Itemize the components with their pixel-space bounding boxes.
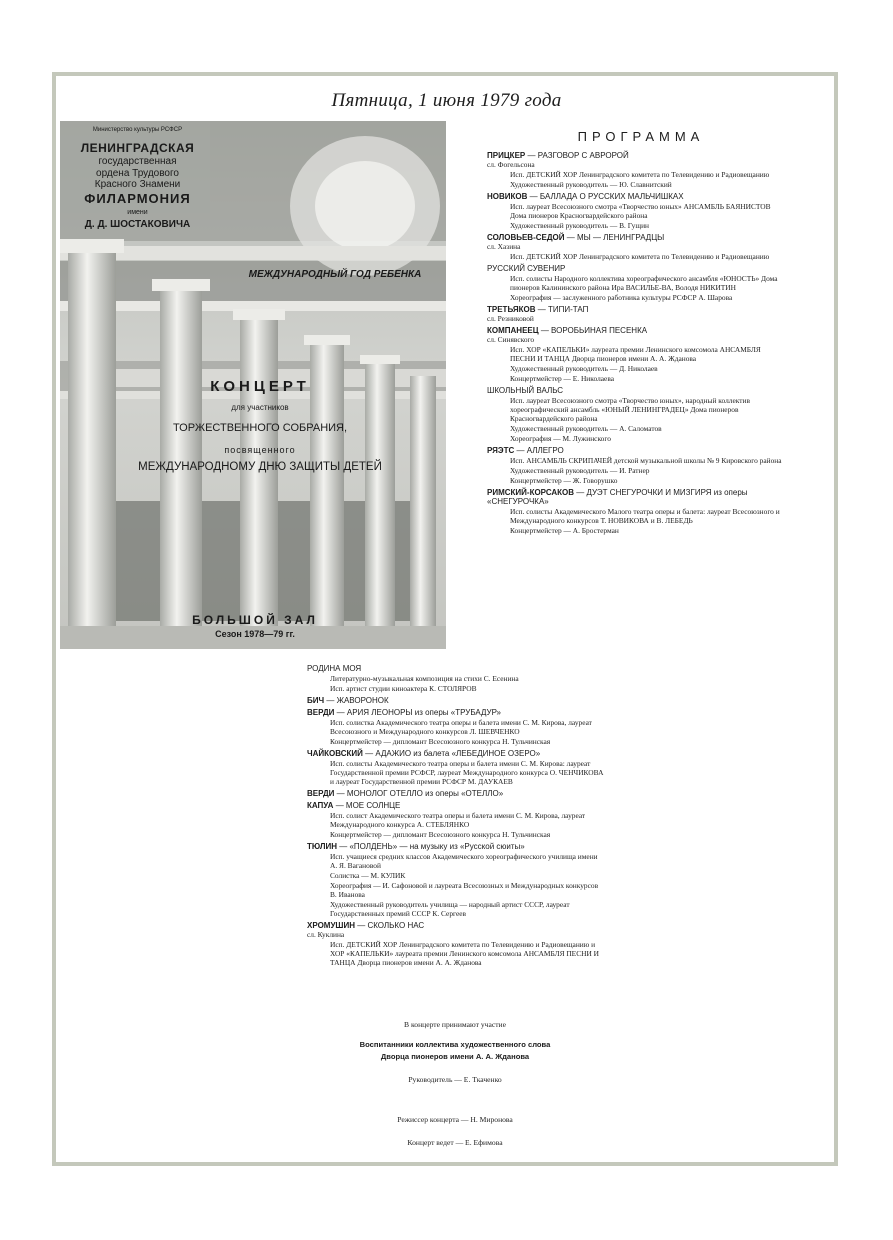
performer-line: Исп. АНСАМБЛЬ СКРИПАЧЕЙ детской музыкальной школы № 9 Кировского района <box>510 456 782 465</box>
performer-line: Художественный руководитель — Ю. Славнитский <box>510 180 672 189</box>
program-item <box>487 264 785 302</box>
poster-assembly: ТОРЖЕСТВЕННОГО СОБРАНИЯ, <box>172 422 348 434</box>
title-separator: — <box>334 789 347 798</box>
program-item-title <box>307 664 605 673</box>
poster-org-line1: ЛЕНИНГРАДСКАЯ <box>80 141 195 155</box>
title-separator: — <box>538 326 552 335</box>
program-item-title <box>487 192 785 201</box>
program-item <box>307 749 605 786</box>
composer-name: ВЕРДИ <box>307 789 335 798</box>
performer-line: Хореография — М. Лужинского <box>510 434 611 443</box>
program-item-title <box>307 921 605 930</box>
program-item-title <box>487 326 785 335</box>
title-separator: — <box>362 749 376 758</box>
program-item <box>307 789 605 798</box>
program-item-title <box>487 264 785 273</box>
performer-line: Исп. ДЕТСКИЙ ХОР Ленинградского комитета по Телевидению и Радиовещанию <box>510 252 770 261</box>
title-separator: — <box>527 192 540 201</box>
program-item-title <box>307 696 605 705</box>
work-title: «ПОЛДЕНЬ» — на музыку из «Русской сюиты» <box>349 842 525 851</box>
program-section <box>487 129 785 538</box>
poster-org-line4: Красного Знамени <box>94 179 181 190</box>
performer-line: Концертмейстер — А. Бростерман <box>510 526 619 535</box>
composer-name: РИМСКИЙ-КОРСАКОВ <box>487 488 575 497</box>
poster-org-line7: Д. Д. ШОСТАКОВИЧА <box>84 219 191 230</box>
work-title: РОДИНА МОЯ <box>307 664 362 673</box>
program-item-title <box>307 789 605 798</box>
work-title: АЛЛЕГРО <box>526 446 564 455</box>
title-separator: — <box>514 446 527 455</box>
program-item <box>307 696 605 705</box>
poster-concert-title: КОНЦЕРТ <box>210 378 310 395</box>
performer-line: Исп. лауреат Всесоюзного смотра «Творчество юных», народный коллектив хореографический ансамбль «ЮНЫЙ ЛЕНИНГРАДЕЦ» Дома пионеров Красногвардейского района <box>510 396 750 423</box>
program-item <box>307 842 605 918</box>
performer-line: Художественный руководитель — В. Гущин <box>510 221 649 230</box>
poster-org-line2: государственная <box>98 156 177 167</box>
composer-name: ХРОМУШИН <box>307 921 355 930</box>
composer-name: ВЕРДИ <box>307 708 335 717</box>
host-credit: Концерт ведет — Е. Ефимова <box>407 1138 503 1147</box>
lyricist: сл. Резниковой <box>487 314 534 323</box>
participants-line-1: Воспитанники коллектива художественного слова <box>359 1040 551 1049</box>
composer-name: БИЧ <box>307 696 325 705</box>
title-separator: — <box>334 708 347 717</box>
program-heading: ПРОГРАММА <box>577 129 705 144</box>
program-list-2 <box>307 664 605 967</box>
program-item <box>487 305 785 323</box>
lyricist: сл. Хазина <box>487 242 521 251</box>
program-item <box>307 708 605 746</box>
poster-ministry: Министерство культуры РСФСР <box>92 127 183 133</box>
title-separator: — <box>535 305 548 314</box>
program-item-title <box>487 488 785 506</box>
program-item-title <box>307 842 605 851</box>
work-title: ШКОЛЬНЫЙ ВАЛЬС <box>487 386 564 395</box>
program-item <box>487 488 785 535</box>
performer-line: Хореография — заслуженного работника культуры РСФСР А. Шарова <box>510 293 733 302</box>
performer-line: Концертмейстер — Е. Николаева <box>510 374 614 383</box>
program-item-title <box>307 708 605 717</box>
poster-dedicated: посвященного <box>224 445 296 455</box>
composer-name: ЧАЙКОВСКИЙ <box>307 749 363 758</box>
title-separator: — <box>564 233 577 242</box>
performer-line: Художественный руководитель — А. Саломатов <box>510 424 662 433</box>
program-item-title <box>487 233 785 242</box>
lyricist: сл. Куклина <box>307 930 345 939</box>
work-title: БАЛЛАДА О РУССКИХ МАЛЬЧИШКАХ <box>539 192 684 201</box>
performer-line: Исп. лауреат Всесоюзного смотра «Творчество юных» АНСАМБЛЬ БАЯНИСТОВ Дома пионеров Красногвардейского района <box>510 202 771 220</box>
program-item <box>307 921 605 967</box>
date-heading: Пятница, 1 июня 1979 года <box>331 90 562 111</box>
program-section-2 <box>307 664 605 970</box>
title-separator: — <box>333 801 346 810</box>
performer-line: Исп. солист Академического театра оперы и балета имени С. М. Кирова, лауреат Международного конкурса А. СТЕБЛЯНКО <box>330 811 586 829</box>
composer-name: СОЛОВЬЕВ-СЕДОЙ <box>487 233 565 242</box>
program-item <box>487 326 785 383</box>
composer-name: ПРИЦКЕР <box>487 151 526 160</box>
composer-name: ТЮЛИН <box>307 842 337 851</box>
poster-image <box>60 121 446 649</box>
director-credit: Режиссер концерта — Н. Миронова <box>397 1115 513 1124</box>
performer-line: Исп. артист студии киноактера К. СТОЛЯРОВ <box>330 684 477 693</box>
poster-for-line: для участников <box>231 403 289 412</box>
performer-line: Литературно-музыкальная композиция на стихи С. Есенина <box>330 674 519 683</box>
performer-line: Хореография — И. Сафоновой и лауреата Всесоюзных и Международных конкурсов В. Иванова <box>330 881 599 899</box>
work-title: РАЗГОВОР С АВРОРОЙ <box>537 151 629 160</box>
work-title: АДАЖИО из балета «ЛЕБЕДИНОЕ ОЗЕРО» <box>375 749 541 758</box>
performer-line: Исп. ДЕТСКИЙ ХОР Ленинградского комитета по Телевидению и Радиовещанию и ХОР «КАПЕЛЬКИ» лауреата премии Ленинского комсомола АНСАМБЛЯ ПЕСНИ И ТАНЦА Дворца пионеров имени А. А. Жданова <box>330 940 599 967</box>
performer-line: Исп. солисты Народного коллектива хореографического ансамбля «ЮНОСТЬ» Дома пионеров Калининского района Ира ВАСИЛЬЕ-ВА, Володя НИКИТИН <box>510 274 778 292</box>
performer-line: Солистка — М. КУЛИК <box>330 871 406 880</box>
title-separator: — <box>355 921 368 930</box>
work-title: МОНОЛОГ ОТЕЛЛО из оперы «ОТЕЛЛО» <box>346 789 504 798</box>
program-list <box>487 151 785 535</box>
poster-org-line3: ордена Трудового <box>96 168 179 179</box>
program-item <box>307 664 605 693</box>
poster-org-line5: ФИЛАРМОНИЯ <box>84 191 191 206</box>
performer-line: Художественный руководитель — Д. Николаев <box>510 364 658 373</box>
program-item <box>487 386 785 443</box>
performer-line: Концертмейстер — Ж. Говорушко <box>510 476 618 485</box>
program-item-title <box>487 446 785 455</box>
work-title: МЫ — ЛЕНИНГРАДЦЫ <box>576 233 665 242</box>
leader-credit: Руководитель — Е. Ткаченко <box>408 1075 502 1084</box>
program-item-title <box>487 151 785 160</box>
program-item <box>487 233 785 261</box>
title-separator: — <box>336 842 350 851</box>
poster-hall: БОЛЬШОЙ ЗАЛ <box>192 613 318 627</box>
work-title: РУССКИЙ СУВЕНИР <box>487 264 566 273</box>
program-item <box>307 801 605 839</box>
work-title: ДУЭТ СНЕГУРОЧКИ И МИЗГИРЯ из оперы «СНЕГУРОЧКА» <box>487 488 748 506</box>
program-item-title <box>307 801 605 810</box>
title-separator: — <box>324 696 337 705</box>
work-title: ЖАВОРОНОК <box>336 696 389 705</box>
program-item-title <box>487 305 785 314</box>
program-item <box>487 446 785 485</box>
lyricist: сл. Синявского <box>487 335 535 344</box>
work-title: СКОЛЬКО НАС <box>367 921 425 930</box>
performer-line: Художественный руководитель училища — народный артист СССР, лауреат Государственных премий СССР К. Сергеев <box>330 900 570 918</box>
performer-line: Концертмейстер — дипломант Всесоюзного конкурса Н. Тульчинская <box>330 830 551 839</box>
composer-name: ТРЕТЬЯКОВ <box>487 305 536 314</box>
program-item <box>487 151 785 189</box>
work-title: ВОРОБЬИНАЯ ПЕСЕНКА <box>551 326 648 335</box>
poster-day: МЕЖДУНАРОДНОМУ ДНЮ ЗАЩИТЫ ДЕТЕЙ <box>138 461 382 473</box>
performer-line: Исп. солистка Академического театра оперы и балета имени С. М. Кирова, лауреат Всесоюзного и Международного конкурсов Л. ШЕВЧЕНКО <box>330 718 592 736</box>
work-title: ТИПИ-ТАП <box>547 305 589 314</box>
program-item-title <box>487 386 785 395</box>
poster-year-banner: МЕЖДУНАРОДНЫЙ ГОД РЕБЕНКА <box>248 269 422 280</box>
program-item <box>487 192 785 230</box>
lyricist: сл. Фогельсона <box>487 160 535 169</box>
performer-line: Художественный руководитель — И. Ратнер <box>510 466 650 475</box>
work-title: АРИЯ ЛЕОНОРЫ из оперы «ТРУБАДУР» <box>346 708 501 717</box>
composer-name: РЯЭТС <box>487 446 515 455</box>
performer-line: Концертмейстер — дипломант Всесоюзного конкурса Н. Тульчинская <box>330 737 551 746</box>
poster-season: Сезон 1978—79 гг. <box>215 629 295 639</box>
performer-line: Исп. солисты Академического Малого театра оперы и балета: лауреат Всесоюзного и Международного конкурсов Т. НОВИКОВА и В. ЛЕБЕДЬ <box>510 507 780 525</box>
composer-name: КОМПАНЕЕЦ <box>487 326 539 335</box>
program-item-title <box>307 749 605 758</box>
poster-org-line6: имени <box>127 209 148 216</box>
participants-intro: В концерте принимают участие <box>404 1020 506 1029</box>
title-separator: — <box>574 488 587 497</box>
participants-line-2: Дворца пионеров имени А. А. Жданова <box>380 1052 530 1061</box>
performer-line: Исп. ДЕТСКИЙ ХОР Ленинградского комитета по Телевидению и Радиовещанию <box>510 170 770 179</box>
performer-line: Исп. солисты Академического театра оперы и балета имени С. М. Кирова: лауреат Государственной премии РСФСР, лауреат Международного конкурса О. ЧЕНЧИКОВА и лауреат Государственной премии РСФСР М. ДАУКАЕВ <box>330 759 604 786</box>
title-separator: — <box>525 151 538 160</box>
composer-name: КАПУА <box>307 801 334 810</box>
performer-line: Исп. учащиеся средних классов Академического хореографического училища имени А. Я. Вагановой <box>330 852 598 870</box>
work-title: МОЕ СОЛНЦЕ <box>345 801 401 810</box>
performer-line: Исп. ХОР «КАПЕЛЬКИ» лауреата премии Ленинского комсомола АНСАМБЛЯ ПЕСНИ И ТАНЦА Дворца пионеров имени А. А. Жданова <box>510 345 761 363</box>
composer-name: НОВИКОВ <box>487 192 528 201</box>
